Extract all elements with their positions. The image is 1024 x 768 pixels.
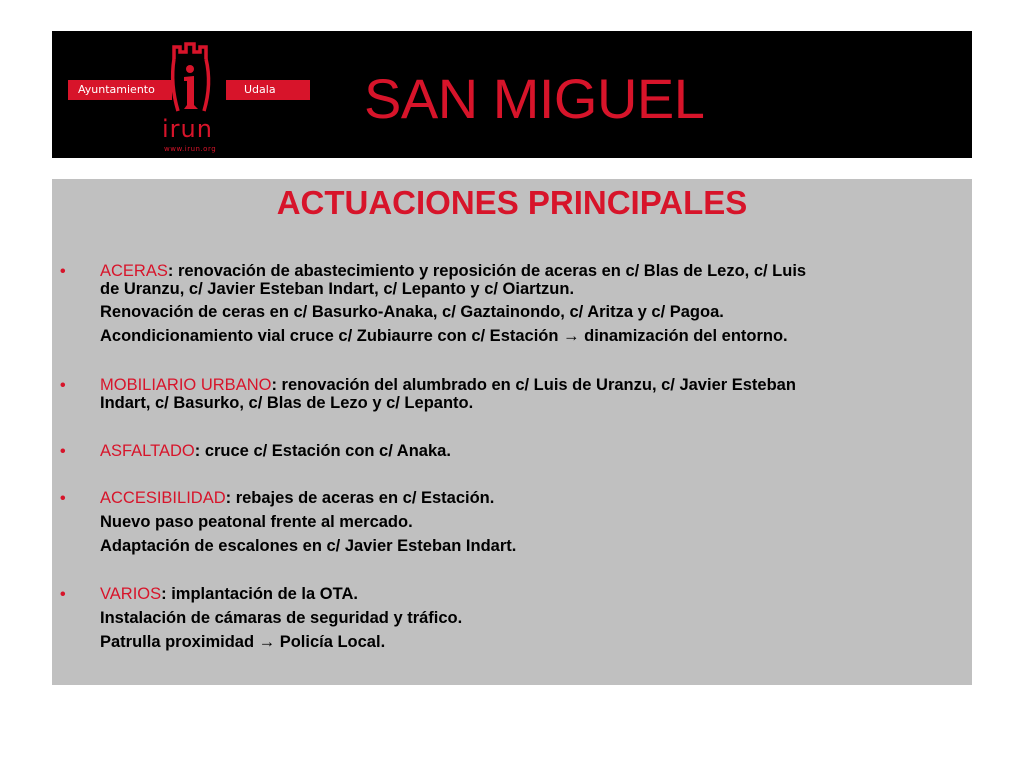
item-text: : rebajes de aceras en c/ Estación. xyxy=(225,489,495,507)
list-item xyxy=(100,585,960,604)
item-text: : cruce c/ Estación con c/ Anaka. xyxy=(194,442,451,460)
item-extra-line: Instalación de cámaras de seguridad y tráfico. xyxy=(100,609,463,627)
item-keyword: ASFALTADO xyxy=(100,442,195,460)
list-item xyxy=(100,442,960,461)
list-item xyxy=(100,376,960,395)
item-keyword: ACERAS xyxy=(100,262,168,280)
castle-emblem-icon xyxy=(166,39,226,117)
header-bar xyxy=(52,31,972,158)
item-extra-line: Acondicionamiento vial cruce c/ Zubiaurre con c/ Estación → dinamización del entorno. xyxy=(100,327,788,345)
item-text: : renovación de abastecimiento y reposición de aceras en c/ Blas de Lezo, c/ Luis xyxy=(167,262,807,280)
bullet-marker: • xyxy=(60,377,66,394)
item-keyword: VARIOS xyxy=(100,585,162,603)
slide-title: SAN MIGUEL xyxy=(364,67,705,130)
logo-irun-wordmark: irun xyxy=(162,115,213,143)
logo-ayuntamiento-label: Ayuntamiento xyxy=(78,83,155,96)
logo-url: www.irun.org xyxy=(164,145,217,153)
logo-udala-label: Udala xyxy=(244,83,276,96)
item-text: : implantación de la OTA. xyxy=(161,585,358,603)
irun-logo xyxy=(66,39,312,151)
list-item xyxy=(100,489,960,508)
item-keyword: ACCESIBILIDAD xyxy=(100,489,226,507)
item-text-wrap: de Uranzu, c/ Javier Esteban Indart, c/ Lepanto y c/ Oiartzun. xyxy=(100,280,575,298)
bullet-marker: • xyxy=(60,263,66,280)
item-keyword: MOBILIARIO URBANO xyxy=(100,376,272,394)
item-extra-line: Patrulla proximidad → Policía Local. xyxy=(100,633,386,651)
section-heading: ACTUACIONES PRINCIPALES xyxy=(276,184,748,221)
item-extra-line: Adaptación de escalones en c/ Javier Esteban Indart. xyxy=(100,537,517,555)
bullet-marker: • xyxy=(60,586,66,603)
logo-bar-left xyxy=(68,80,172,100)
bullet-marker: • xyxy=(60,443,66,460)
item-extra-line: Renovación de ceras en c/ Basurko-Anaka, c/ Gaztainondo, c/ Aritza y c/ Pagoa. xyxy=(100,303,724,321)
item-extra-line: Nuevo paso peatonal frente al mercado. xyxy=(100,513,413,531)
logo-bar-right xyxy=(226,80,310,100)
item-text-wrap: Indart, c/ Basurko, c/ Blas de Lezo y c/ Lepanto. xyxy=(100,394,474,412)
bullet-marker: • xyxy=(60,490,66,507)
content-panel xyxy=(52,179,972,685)
item-text: : renovación del alumbrado en c/ Luis de Uranzu, c/ Javier Esteban xyxy=(271,376,796,394)
list-item xyxy=(100,262,960,281)
